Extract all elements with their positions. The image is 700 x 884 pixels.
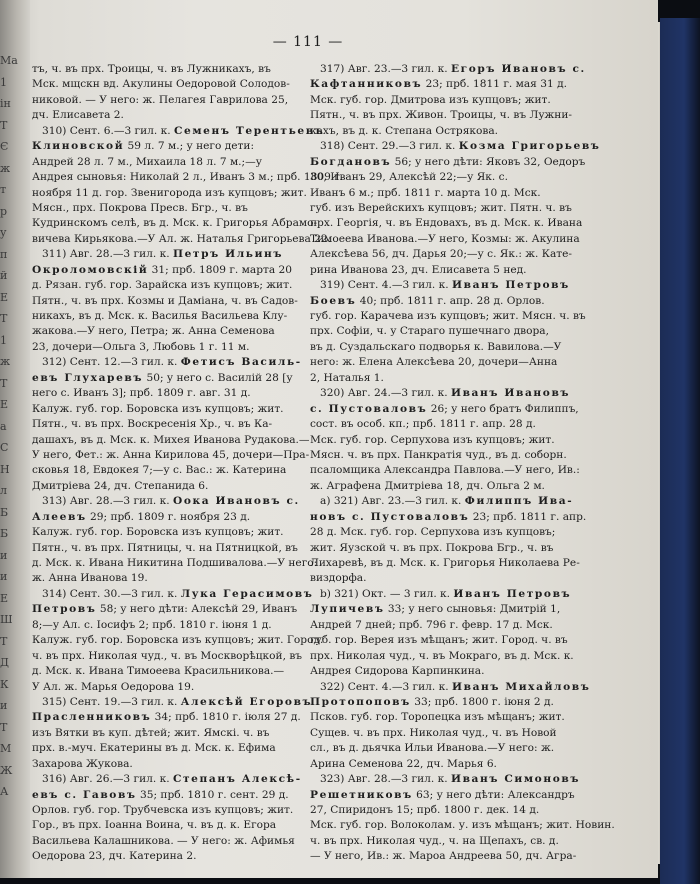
text-line [32,710,302,725]
text-line [32,402,302,417]
person-name: Иванъ Ивановъ [450,387,571,400]
previous-page-fragment: и [0,548,8,562]
text-line [32,324,302,339]
previous-page-fragment: а [0,419,7,433]
text-line [32,649,302,664]
text-line [32,340,302,355]
previous-page-fragment: Ш [0,613,13,626]
person-name: Оока Ивановъ с. [172,495,300,508]
text-line [32,541,302,556]
person-name: Фетисъ Василь- [180,356,302,369]
previous-page-fragment: р [0,204,8,218]
text-line [310,186,606,201]
previous-page-fragment: Б [0,527,9,540]
text-line [310,216,606,231]
text-line [310,139,606,154]
text-run: прх. в.-муч. Екатерины въ д. Мск. к. Ефима [32,742,276,755]
text-run: Мск. мщскн вд. Акулины Оедоровой Солодов- [32,78,290,91]
person-name: Петровъ [32,603,97,616]
person-name: Егоръ Ивановъ с. [450,63,586,75]
text-run: ноября 11 д. гор. Звенигорода изъ купцовъ; жит. [32,186,307,199]
text-line [310,541,606,556]
text-line [310,587,606,602]
previous-page-fragment: Є [0,140,9,153]
text-run: жакова.—У него, Петра; ж. Анна Семенова [32,325,275,338]
text-run: губ. изъ Верейскихъ купцовъ; жит. Пятн. ч. въ [310,201,572,214]
previous-page-fragment: Т [0,634,8,648]
text-line [32,664,302,679]
text-line [310,618,606,633]
text-line [310,556,606,571]
text-run: Мск. губ. гор. Дмитрова изъ купцовъ; жит. [310,93,551,106]
text-line [32,108,302,123]
text-line [310,324,606,339]
text-line [32,417,302,432]
text-line [32,680,302,695]
text-line [310,417,606,432]
text-run: ж. Аграфена Дмитріева 18, дч. Ольга 2 м. [310,479,545,492]
text-line [310,201,606,216]
person-name: Лука Герасимовъ [180,587,314,600]
text-run: 311) Авг. 28.—3 гил. к. [42,248,173,261]
person-name: Боевъ [310,294,357,307]
text-run: Андрея сыновья: Николай 2 л., Иванъ 3 м.; прб. 1809 г. [32,171,344,184]
text-line [32,479,302,494]
text-line [32,618,302,633]
text-run: 313) Авг. 28.—3 гил. к. [42,495,173,508]
person-name: Петръ Ильинъ [172,248,284,261]
previous-page-fragment: Д [0,656,9,669]
previous-page-fragment: М [0,742,12,755]
text-line [310,788,606,803]
text-run: кахъ, въ д. к. Степана Острякова. [310,124,499,137]
text-line [32,139,302,154]
text-run: Пятн., ч. въ прх. Пятницы, ч. на Пятницкой, въ [32,541,298,554]
text-run: Алексѣева 56, дч. Дарья 20;—у с. Як.: ж. Кате- [310,248,572,261]
text-run: 63; у него дѣти: Александръ [412,788,575,801]
text-line [310,124,606,139]
text-line [32,247,302,262]
text-run: прх. Софіи, ч. у Стараго пушечнаго двора, [310,325,549,338]
text-run: рина Иванова 23, дч. Елисавета 5 нед. [310,263,527,276]
person-name: Алеевъ [32,510,87,523]
text-run: Мск. губ. гор. Волоколам. у. изъ мѣщанъ; жит. Новин. [310,819,615,832]
text-run: 314) Сент. 30.—3 гил. к. [42,587,181,600]
text-run: b) 321) Окт. — 3 гил. к. [320,587,454,600]
text-line [32,633,324,648]
text-line [32,278,302,293]
previous-page-fragment: ін [0,97,11,110]
text-line [310,232,606,247]
previous-page-fragment: т [0,183,7,196]
previous-page-fragment: Е [0,290,9,304]
text-line [310,818,615,833]
text-run: дашахъ, въ д. Мск. к. Михея Иванова Рудакова.— [32,433,310,446]
person-name: Прасленниковъ [32,711,152,724]
previous-page-fragment: К [0,677,9,691]
text-run: губ. гор. Верея изъ мѣщанъ; жит. Город. ч. въ [310,634,568,647]
previous-page-fragment: Т [0,312,8,325]
text-run: Андрей 28 л. 7 м., Михаила 18 л. 7 м.;—у [32,155,262,168]
text-run: 34; прб. 1810 г. іюля 27 д. [151,711,301,724]
text-run: него: ж. Елена Алексѣева 20, дочери—Анна [310,356,558,369]
text-run: Дмитріева 24, дч. Степанида 6. [32,479,209,492]
text-run: Васильева Калашникова. — У него: ж. Афимья [32,834,295,847]
text-run: прх. Николая чуд., ч. въ Мокраго, въ д. Мск. к. [310,649,574,662]
text-run: ч. въ прх. Николая чуд., ч. на Щепахъ, св. д. [310,834,559,847]
text-line [32,232,332,247]
text-run: въ д. Суздальскаго подворья к. Вавилова.—У [310,340,562,353]
text-run: 2, Наталья 1. [310,371,384,384]
previous-page-fragment: Н [0,462,10,476]
text-run: Лихаревѣ, въ д. Мск. к. Григорья Николаева Ре- [310,557,580,569]
person-name: Козма Григорьевъ [458,140,601,153]
text-line [310,757,606,772]
text-run: ж. Анна Иванова 19. [32,572,148,585]
text-run: 322) Сент. 4.—3 гил. к. [320,680,452,693]
text-run: Сущев. ч. въ прх. Николая чуд., ч. въ Новой [310,726,557,739]
previous-page-fragment: у [0,226,7,239]
text-run: Пятн., ч. въ прх. Воскресенія Хр., ч. въ Ка- [32,418,273,431]
previous-page-fragment: л [0,484,7,497]
text-run: 310) Сент. 6.—3 гил. к. [42,124,174,137]
text-run: Иванъ 6 м.; прб. 1811 г. марта 10 д. Мск. [310,186,541,199]
text-run: У него, Фет.: ж. Анна Кирилова 45, дочери—Пра- [32,448,310,461]
text-line [310,494,606,509]
text-run: Пятн., ч. въ прх. Козмы и Даміана, ч. въ Садов- [32,294,298,307]
text-line [32,849,302,864]
text-line [32,741,302,756]
text-run: него с. Иванъ 3]; прб. 1809 г. авг. 31 д. [32,387,251,400]
text-run: 40; прб. 1811 г. апр. 28 д. Орлов. [356,294,545,307]
text-line [32,448,310,463]
text-line [310,448,606,463]
text-line [32,155,302,170]
text-line [32,525,302,540]
text-line [310,849,606,864]
text-run: а) 321) Авг. 23.—3 гил. к. [320,495,465,508]
text-run: дч. Елисавета 2. [32,109,124,122]
text-run: Кудринскомъ селѣ, въ д. Мск. к. Григорья Абрамо- [32,217,318,230]
person-name: Семенъ Терентьевъ [174,124,325,137]
previous-page-fragment: Е [0,591,9,605]
text-line [310,664,606,679]
text-line [310,803,606,818]
text-run: Калуж. губ. гор. Боровска изъ купцовъ; жит. Город. [32,634,324,647]
previous-page-fragment: й [0,269,8,282]
text-run: псаломщика Александра Павлова.—У него, Ив.: [310,464,580,477]
text-run: вичева Кирьякова.—У Ал. ж. Наталья Григорьева 22. [32,232,332,245]
text-line [32,77,302,92]
previous-page-fragment: Ж [0,763,13,777]
text-run: 312) Сент. 12.—3 гил. к. [42,356,181,369]
text-run: Пятн., ч. въ прх. Живон. Троицы, ч. въ Лужни- [310,109,573,122]
text-line [32,494,302,509]
text-line [32,772,302,787]
previous-page-fragment: и [0,570,8,583]
person-name: Степанъ Алексѣ- [172,773,302,786]
text-line [310,309,606,324]
text-run: 8;—у Ал. с. Іосифъ 2; прб. 1810 г. іюня 1 д. [32,618,272,631]
text-run: 26; у него братъ Филиппъ, [427,402,579,415]
previous-page-fragment: 1 [0,75,7,89]
previous-page-fragment: 1 [0,333,7,347]
text-run: д. Мск. к. Ивана Тимоеева Красильникова.— [32,665,285,678]
text-line [32,309,302,324]
previous-page-fragment: ж [0,161,11,175]
text-line [310,649,606,664]
text-line [32,93,302,108]
text-line [310,77,606,92]
text-run: Мясн. ч. въ прх. Панкратія чуд., въ д. соборн. [310,448,567,461]
text-run: 23; прб. 1811 г. мая 31 д. [422,78,567,91]
page-number: — 111 — [272,34,344,50]
person-name: евъ с. Гавовъ [32,788,137,801]
person-name: Протопоповъ [310,695,411,708]
text-run: У Ал. ж. Марья Оедорова 19. [32,680,195,693]
person-name: Богдановъ [310,155,392,168]
text-run: 33; прб. 1800 г. іюня 2 д. [410,695,554,708]
previous-page-fragments [0,50,30,850]
text-line [32,695,313,710]
text-line [310,402,606,417]
text-line [32,803,302,818]
previous-page-fragment: Т [0,376,8,390]
text-line [32,263,302,278]
person-name: Лупичевъ [310,603,385,616]
text-run: 30, Иванъ 29, Алексѣй 22;—у Як. с. [310,171,508,184]
text-line [310,371,606,386]
text-run: 56; у него дѣти: Яковъ 32, Оедоръ [391,155,586,168]
text-line [310,834,606,849]
text-line [32,124,325,139]
right-column [310,62,615,865]
text-run: виздорфа. [310,572,367,585]
person-name: Кафтанниковъ [310,78,423,91]
text-run: ч. въ прх. Николая чуд., ч. въ Москворѣцкой, въ [32,649,303,662]
text-line [310,355,606,370]
text-run: 59 л. 7 м.; у него дети: [124,140,255,153]
text-line [310,479,606,494]
person-name: Иванъ Петровъ [452,279,570,292]
person-name: Иванъ Симоновъ [450,773,581,786]
text-line [32,62,302,77]
text-run: д. Рязан. губ. гор. Зарайска изъ купцовъ; жит. [32,279,293,292]
text-line [310,433,606,448]
text-line [32,571,302,586]
text-line [32,602,302,617]
text-line [32,757,302,772]
text-line [32,587,314,602]
text-line [310,571,606,586]
text-line [32,463,302,478]
text-line [310,510,606,525]
text-run: губ. гор. Карачева изъ купцовъ; жит. Мясн. ч. въ [310,310,586,322]
text-run: 29; прб. 1809 г. ноября 23 д. [86,510,251,523]
text-line [310,247,606,262]
text-line [32,186,307,201]
person-name: Решетниковъ [310,788,413,801]
previous-page-fragment: Ма [0,54,18,67]
text-line [310,633,606,648]
previous-page-fragment: и [0,699,8,712]
text-line [32,726,302,741]
text-run: 315) Сент. 19.—3 гил. к. [42,695,181,708]
text-run: 50; у него с. Василій 28 [у [143,371,293,384]
text-run: Арина Семенова 22, дч. Марья 6. [310,757,497,770]
text-line [310,108,606,123]
text-run: сл., въ д. дьячка Ильи Иванова.—У него: ж. [310,742,555,755]
text-line [310,772,606,787]
text-run: 319) Сент. 4.—3 гил. к. [320,279,452,292]
person-name: с. Пустоваловъ [310,402,428,415]
text-line [32,371,302,386]
text-line [310,386,606,401]
text-run: Захарова Жукова. [32,757,133,770]
text-run: жит. Яузской ч. въ прх. Покрова Бгр., ч. въ [310,541,554,554]
text-run: Тимоеева Иванова.—У него, Козмы: ж. Акулина [310,232,580,245]
text-run: 27, Спиридонъ 15; прб. 1800 г. дек. 14 д. [310,804,540,816]
text-run: сост. въ особ. кп.; прб. 1811 г. апр. 28 д. [310,418,536,431]
text-line [310,680,606,695]
previous-page-fragment: Б [0,505,9,519]
person-name: Иванъ Михайловъ [452,680,591,693]
text-run: 28 д. Мск. губ. гор. Серпухова изъ купцовъ; [310,526,556,539]
person-name: новъ с. Пустоваловъ [310,510,470,523]
text-run: 23, дочери—Ольга 3, Любовь 1 г. 11 м. [32,340,250,353]
text-line [310,710,606,725]
text-run: Псков. губ. гор. Торопецка изъ мѣщанъ; жит. [310,711,565,724]
text-run: 318) Сент. 29.—3 гил. к. [320,140,459,153]
text-run: Андрея Сидорова Карпинкина. [310,665,485,678]
text-run: 320) Авг. 24.—3 гил. к. [320,387,451,400]
previous-page-fragment: Т [0,720,8,734]
previous-page-fragment: С [0,441,9,454]
text-run: Мск. губ. гор. Серпухова изъ купцовъ; жит. [310,433,555,446]
person-name: Клиновской [32,140,125,153]
text-run: Андрей 7 дней; прб. 796 г. февр. 17 д. Мск. [310,618,553,631]
text-line [32,216,318,231]
text-run: никахъ, въ д. Мск. к. Василья Васильева Клу- [32,310,288,322]
text-run: прх. Георгія, ч. въ Ендовахъ, въ д. Мск. к. Ивана [310,217,583,230]
previous-page-fragment: ж [0,355,11,368]
text-line [32,170,344,185]
person-name: Филиппъ Ива- [464,495,574,508]
text-line [310,741,606,756]
text-line [32,818,302,833]
text-run: Калуж. губ. гор. Боровска изъ купцовъ; жит. [32,402,284,415]
text-run: изъ Вятки въ куп. дѣтей; жит. Ямскі. ч. въ [32,726,270,739]
text-line [310,62,606,77]
text-line [310,278,606,293]
text-run: Калуж. губ. гор. Боровска изъ купцовъ; жит. [32,526,284,539]
text-line [310,294,606,309]
text-line [310,155,606,170]
text-run: сковья 18, Евдокея 7;—у с. Вас.: ж. Катерина [32,464,287,477]
text-run: Оедорова 23, дч. Катерина 2. [32,850,197,863]
text-line [310,695,606,710]
text-run: 317) Авг. 23.—3 гил. к. [320,63,451,75]
text-line [310,525,606,540]
person-name: Алексѣй Егоровъ [180,695,313,708]
text-run: — У него, Ив.: ж. Мароа Андреева 50, дч. Агра- [310,850,577,863]
previous-page-fragment: Т [0,118,8,132]
text-run: никовой. — У него: ж. Пелагея Гаврилова 25, [32,93,289,106]
text-line [32,201,302,216]
text-run: Мясн., прх. Покрова Пресв. Бгр., ч. въ [32,201,248,214]
person-name: евъ Глухаревъ [32,371,144,384]
text-line [32,386,302,401]
text-line [32,355,302,370]
text-run: д. Мск. к. Ивана Никитина Подшивалова.—У него: [32,557,318,569]
previous-page-fragment: п [0,247,8,261]
text-run: 316) Авг. 26.—3 гил. к. [42,773,173,786]
text-line [310,170,606,185]
text-line [32,294,302,309]
previous-page-fragment: А [0,785,9,798]
text-line [32,433,310,448]
text-run: 31; прб. 1809 г. марта 20 [148,263,293,276]
text-line [32,510,302,525]
text-run: Гор., въ прх. Іоанна Воина, ч. въ д. к. Егора [32,819,277,832]
text-line [310,463,606,478]
person-name: Иванъ Петровъ [453,587,572,600]
previous-page-fragment: Е [0,398,9,411]
text-run: 23; прб. 1811 г. апр. [469,510,587,523]
text-line [32,788,302,803]
text-line [32,834,302,849]
text-run: Орлов. губ. гор. Трубчевска изъ купцовъ; жит. [32,804,294,816]
text-run: 35; прб. 1810 г. сент. 29 д. [136,788,289,801]
text-line [310,93,606,108]
text-line [32,556,318,571]
text-line [310,602,606,617]
text-run: 323) Авг. 28.—3 гил. к. [320,773,451,786]
text-run: тъ, ч. въ прх. Троицы, ч. въ Лужникахъ, въ [32,63,271,75]
text-line [310,340,606,355]
text-line [310,263,606,278]
text-run: 58; у него дѣти: Алексѣй 29, Иванъ [96,603,298,616]
person-name: Окроломовскій [32,263,149,276]
book-cover-edge [660,18,700,884]
text-line [310,726,606,741]
text-run: 33; у него сыновья: Дмитрій 1, [384,603,561,616]
